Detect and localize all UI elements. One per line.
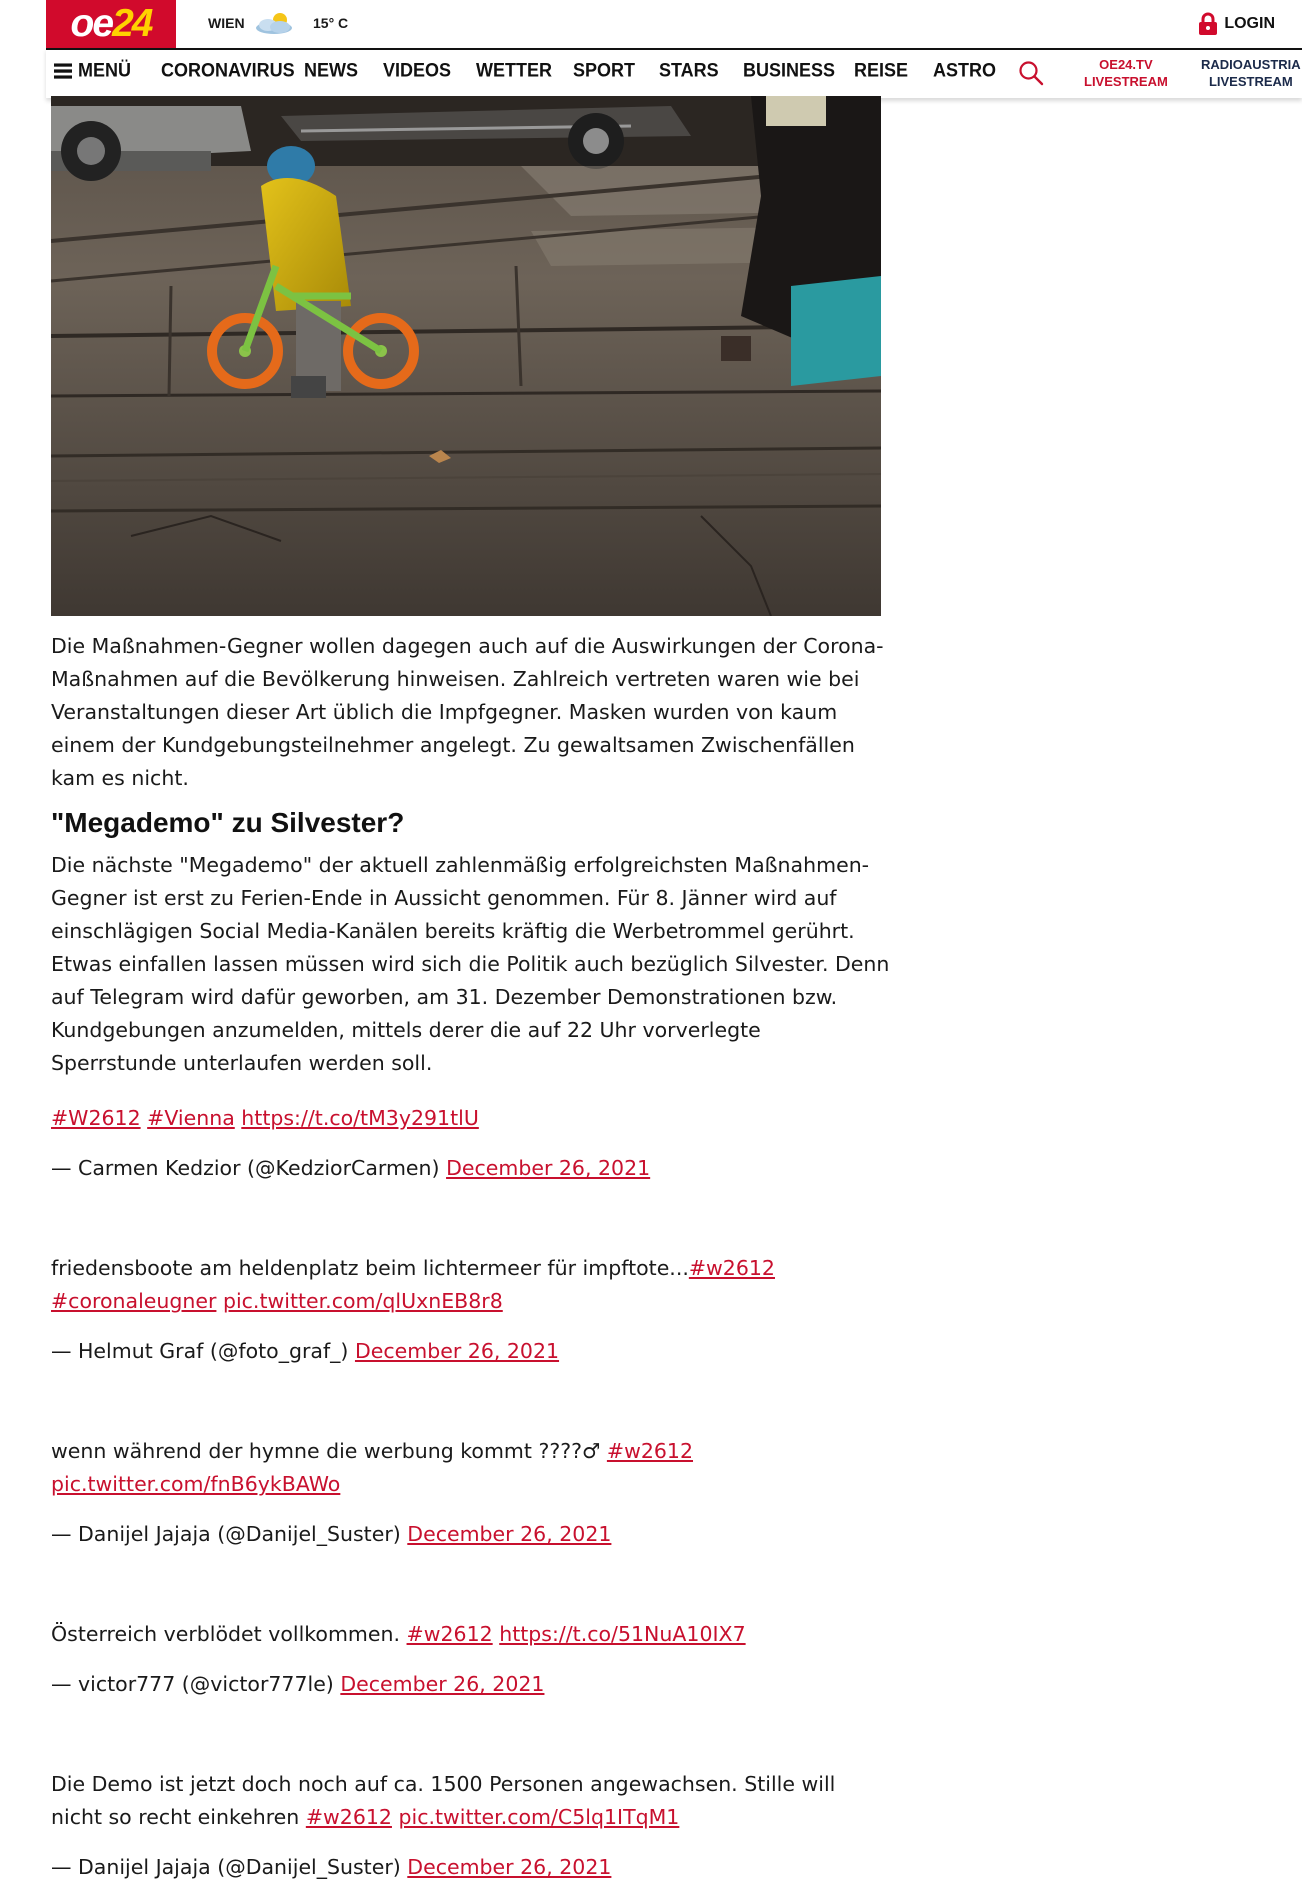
tweet-author <box>51 1851 891 1884</box>
nav-item-sport[interactable]: SPORT <box>573 58 636 81</box>
top-bar <box>0 0 1302 48</box>
logo-number: 24 <box>112 2 152 45</box>
article-body <box>51 630 891 1884</box>
logo-prefix: oe <box>70 2 113 45</box>
tweet-hashtag-link[interactable]: #Vienna <box>147 1106 235 1130</box>
hamburger-icon <box>54 63 72 78</box>
oe24tv-label: OE24.TV <box>1099 57 1153 72</box>
tweet-pic-link[interactable]: pic.twitter.com/qlUxnEB8r8 <box>222 1289 503 1313</box>
tweet-text <box>51 1435 891 1501</box>
main-navigation <box>46 48 1302 98</box>
tweet-text-content: friedensboote am heldenplatz beim lichtermeer für impftote... <box>51 1256 689 1280</box>
search-icon[interactable] <box>1018 60 1044 86</box>
menu-button[interactable] <box>54 59 131 82</box>
article-paragraph: Die nächste "Megademo" der aktuell zahlenmäßig erfolgreichsten Maßnahmen-Gegner ist erst zu Ferien-Ende in Aussicht genommen. Für 8. Jänner wird auf einschlägigen Social Media-Kanälen bereits kräftig die Werbetrommel gerührt. Etwas einfallen lassen müssen wird sich die Politik auch bezüglich Silvester. Denn auf Telegram wird dafür geworben, am 31. Dezember Demonstrationen bzw. Kundgebungen anzumelden, mittels derer die auf 22 Uhr vorverlegte Sperrstunde unterlaufen werden soll. <box>51 853 890 1075</box>
tweet-author-name: — Carmen Kedzior (@KedziorCarmen) <box>51 1156 440 1180</box>
tweet-author-name: — victor777 (@victor777le) <box>51 1672 334 1696</box>
partly-cloudy-icon <box>250 10 298 38</box>
weather-city: WIEN <box>208 15 245 31</box>
tweet-text-content: Österreich verblödet vollkommen. <box>51 1622 401 1646</box>
oe24-logo[interactable] <box>46 0 176 48</box>
radioaustria-livestream-label: LIVESTREAM <box>1208 74 1293 89</box>
radioaustria-livestream-link[interactable] <box>1201 56 1301 90</box>
nav-item-news[interactable]: NEWS <box>304 58 358 81</box>
tweet-hashtag-link[interactable]: #w2612 <box>606 1439 694 1463</box>
tweet-hashtag-link[interactable]: #w2612 <box>305 1805 392 1829</box>
nav-item-wetter[interactable]: WETTER <box>476 58 552 81</box>
tweet-hashtag-link[interactable]: #coronaleugner <box>51 1289 217 1313</box>
tweet-author-name: — Danijel Jajaja (@Danijel_Suster) <box>51 1522 401 1546</box>
login-button[interactable] <box>1198 12 1275 36</box>
tweet-hashtag-link[interactable]: #w2612 <box>406 1622 493 1646</box>
tweet-date-link[interactable]: December 26, 2021 <box>354 1339 560 1363</box>
embedded-tweet <box>51 1102 891 1185</box>
weather-temperature: 15° C <box>313 15 349 31</box>
menu-label: MENÜ <box>78 58 131 81</box>
tweet-pic-link[interactable]: pic.twitter.com/C5lq1ITqM1 <box>398 1805 680 1829</box>
oe24tv-livestream-label: LIVESTREAM <box>1084 74 1168 89</box>
tweet-text <box>51 1768 891 1834</box>
article-paragraph: Die Maßnahmen-Gegner wollen dagegen auch auf die Auswirkungen der Corona-Maßnahmen auf die Bevölkerung hinweisen. Zahlreich vertreten waren wie bei Veranstaltungen dieser Art üblich die Impfgegner. Masken wurden von kaum einem der Kundgebungsteilnehmer angelegt. Zu gewaltsamen Zwischenfällen kam es nicht. <box>51 634 884 790</box>
embedded-tweet <box>51 1618 891 1701</box>
tweet-author <box>51 1668 891 1701</box>
tweet-author <box>51 1335 891 1368</box>
lock-icon <box>1198 12 1218 36</box>
radioaustria-label: RADIOAUSTRIA <box>1201 57 1301 72</box>
tweet-text-content: Die Demo ist jetzt doch noch auf ca. 1500 Personen angewachsen. Stille will nicht so recht einkehren <box>51 1772 836 1829</box>
embedded-tweet <box>51 1252 891 1368</box>
tweet-text-content: wenn während der hymne die werbung kommt ????♂ <box>51 1439 601 1463</box>
embedded-tweet <box>51 1768 891 1884</box>
tweet-hashtag-link[interactable]: #W2612 <box>51 1106 141 1130</box>
tweet-text <box>51 1252 891 1318</box>
tweet-date-link[interactable]: December 26, 2021 <box>407 1855 612 1879</box>
article-subheading: "Megademo" zu Silvester? <box>51 807 405 838</box>
tweet-date-link[interactable]: December 26, 2021 <box>446 1156 651 1180</box>
tweet-url-link[interactable]: https://t.co/51NuA10IX7 <box>499 1622 746 1646</box>
tweet-hashtag-link[interactable]: #w2612 <box>688 1256 775 1280</box>
tweet-text <box>51 1618 891 1651</box>
tweet-date-link[interactable]: December 26, 2021 <box>340 1672 545 1696</box>
article-photo <box>51 96 881 616</box>
tweet-url-link[interactable]: https://t.co/tM3y291tlU <box>241 1106 479 1130</box>
tweet-pic-link[interactable]: pic.twitter.com/fnB6ykBAWo <box>51 1472 341 1496</box>
oe24tv-livestream-link[interactable] <box>1084 56 1168 90</box>
nav-item-astro[interactable]: ASTRO <box>933 58 996 81</box>
tweet-author <box>51 1518 891 1551</box>
nav-item-business[interactable]: BUSINESS <box>743 58 836 81</box>
login-label: LOGIN <box>1224 15 1275 32</box>
embedded-tweet <box>51 1435 891 1551</box>
nav-item-videos[interactable]: VIDEOS <box>383 58 452 81</box>
tweet-date-link[interactable]: December 26, 2021 <box>407 1522 612 1546</box>
tweet-text <box>51 1102 891 1135</box>
nav-item-reise[interactable]: REISE <box>854 58 909 81</box>
tweet-author-name: — Danijel Jajaja (@Danijel_Suster) <box>51 1855 401 1879</box>
nav-item-stars[interactable]: STARS <box>659 58 719 81</box>
tweet-author <box>51 1152 891 1185</box>
nav-item-coronavirus[interactable]: CORONAVIRUS <box>161 58 295 81</box>
tweet-author-name: — Helmut Graf (@foto_graf_) <box>51 1339 349 1363</box>
